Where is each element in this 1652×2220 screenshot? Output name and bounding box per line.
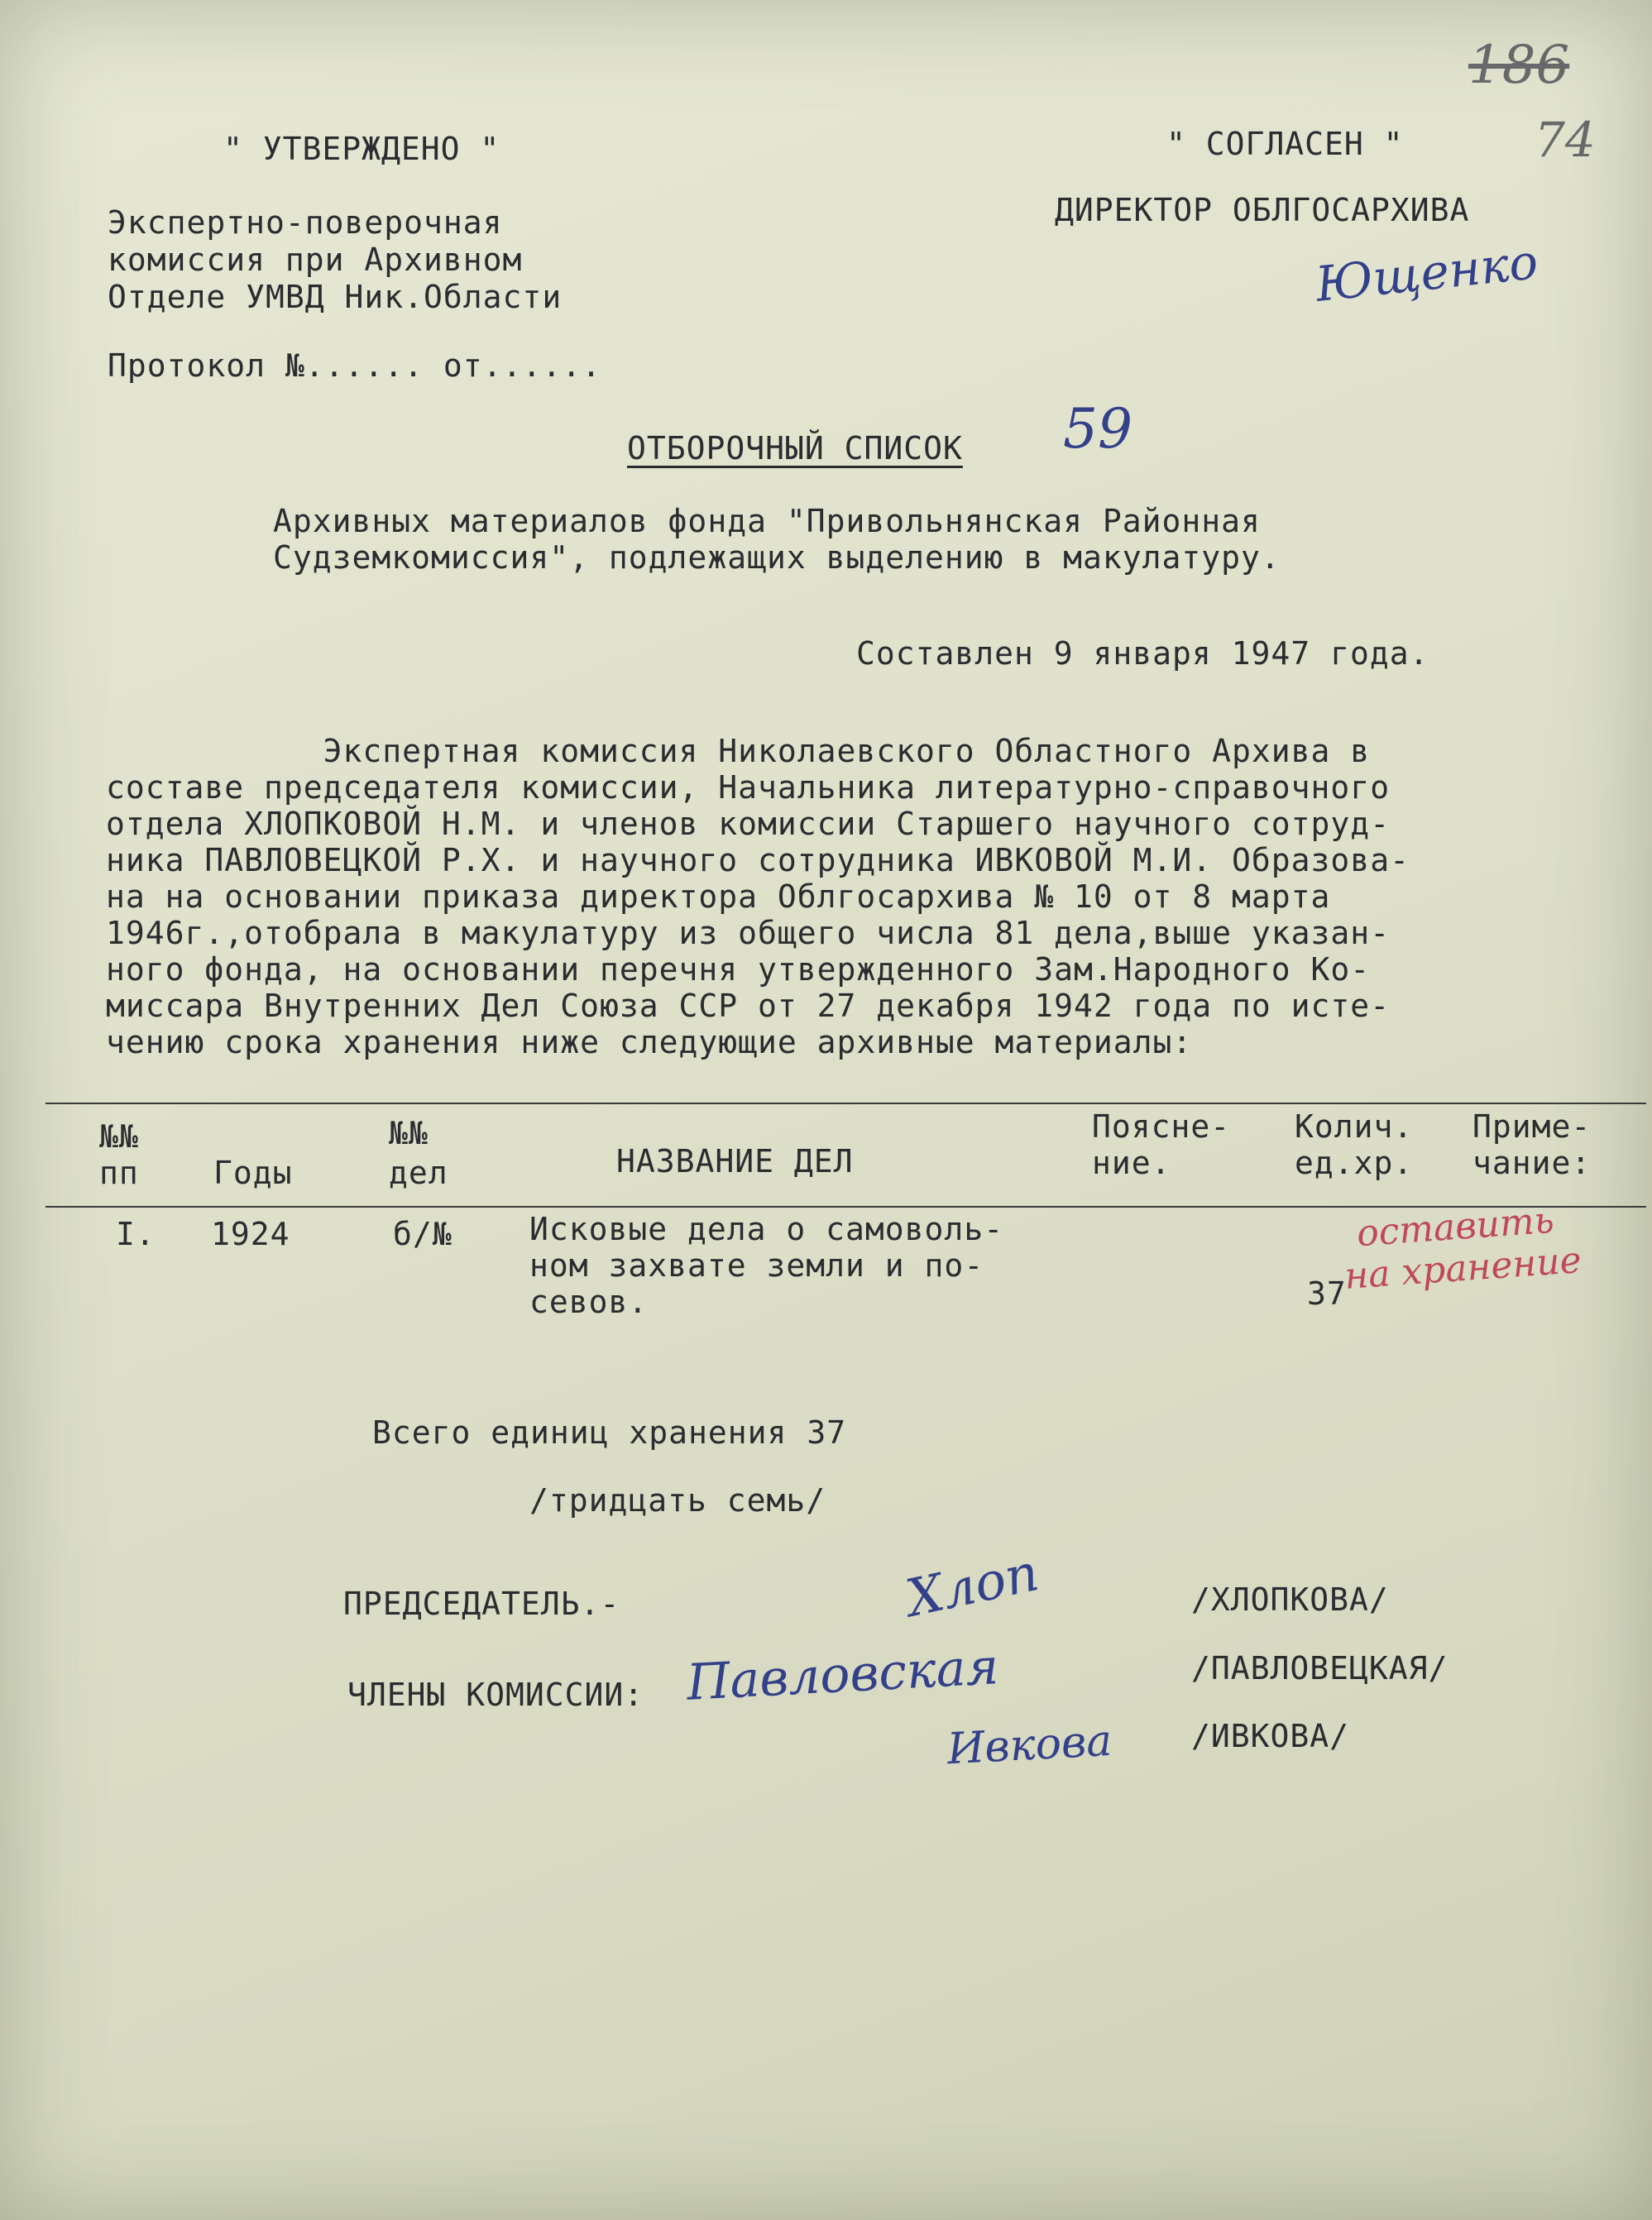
row-remark-line-2: на хранение: [1343, 1239, 1583, 1298]
subtitle-line-1: Архивных материалов фонда "Привольнянская Районная: [273, 503, 1261, 539]
sheet-number: 74: [1535, 112, 1596, 168]
member-name-2: /ИВКОВА/: [1191, 1718, 1350, 1754]
members-label: ЧЛЕНЫ КОМИССИИ:: [347, 1677, 644, 1713]
director-title: ДИРЕКТОР ОБЛГОСАРХИВА: [1055, 192, 1470, 228]
member-name-1: /ПАВЛОВЕЦКАЯ/: [1191, 1650, 1448, 1687]
row-num: I.: [116, 1216, 156, 1252]
total-units-words: /тридцать семь/: [529, 1482, 826, 1519]
row-qty: 37: [1307, 1275, 1347, 1312]
col-header-years: Годы: [213, 1155, 293, 1191]
agreed-stamp: " СОГЛАСЕН ": [1166, 126, 1404, 162]
row-title-line-1: Исковые дела о самоволь-: [529, 1211, 1004, 1247]
table-top-rule: [45, 1103, 1646, 1104]
col-header-qty-2: ед.хр.: [1295, 1145, 1414, 1181]
table-header-rule: [45, 1206, 1646, 1208]
corner-number: 186: [1468, 35, 1570, 96]
col-header-notes-2: ние.: [1092, 1145, 1171, 1181]
row-title-line-2: ном захвате земли и по-: [529, 1247, 984, 1284]
body-line: чению срока хранения ниже следующие архивные материалы:: [106, 1024, 1193, 1060]
chairman-label: ПРЕДСЕДАТЕЛЬ.-: [343, 1586, 620, 1622]
col-header-remark-1: Приме-: [1472, 1108, 1592, 1145]
chairman-signature: Хлоп: [901, 1542, 1044, 1629]
chairman-name: /ХЛОПКОВА/: [1191, 1581, 1389, 1618]
body-line: Экспертная комиссия Николаевского Областного Архива в: [106, 733, 1371, 769]
row-remark-line-1: оставить: [1355, 1199, 1556, 1256]
col-header-case-1: №№: [389, 1115, 429, 1151]
col-header-title: НАЗВАНИЕ ДЕЛ: [616, 1143, 854, 1179]
col-header-case-2: дел: [389, 1155, 448, 1191]
body-line: 1946г.,отобрала в макулатуру из общего числа 81 дела,выше указан-: [106, 915, 1391, 951]
total-units: Всего единиц хранения 37: [372, 1414, 847, 1451]
row-year: 1924: [211, 1216, 290, 1252]
document-title: ОТБОРОЧНЫЙ СПИСОК: [627, 430, 963, 466]
member-signature-1: Павловская: [685, 1638, 1000, 1712]
approval-org-line-1: Экспертно-поверочная: [108, 204, 503, 241]
body-line: ника ПАВЛОВЕЦКОЙ Р.Х. и научного сотрудника ИВКОВОЙ М.И. Образова-: [106, 842, 1410, 878]
body-line: миссара Внутренних Дел Союза ССР от 27 декабря 1942 года по исте-: [106, 988, 1391, 1024]
approved-stamp: " УТВЕРЖДЕНО ": [223, 131, 500, 167]
approval-org-line-2: комиссия при Архивном: [108, 242, 523, 278]
body-line: отдела ХЛОПКОВОЙ Н.М. и членов комиссии Старшего научного сотруд-: [106, 806, 1391, 842]
row-case-no: б/№: [393, 1216, 453, 1252]
director-signature: Ющенко: [1313, 233, 1541, 313]
member-signature-2: Ивкова: [946, 1715, 1113, 1775]
body-line: на на основании приказа директора Облгосархива № 10 от 8 марта: [106, 878, 1331, 915]
body-line: ного фонда, на основании перечня утвержденного Зам.Народного Ко-: [106, 951, 1371, 988]
col-header-qty-1: Колич.: [1295, 1108, 1414, 1145]
list-number: 59: [1063, 397, 1132, 461]
protocol-line: Протокол №...... от......: [108, 347, 601, 384]
compiled-date: Составлен 9 января 1947 года.: [856, 635, 1429, 672]
row-title-line-3: севов.: [529, 1284, 649, 1320]
subtitle-line-2: Судземкомиссия", подлежащих выделению в макулатуру.: [273, 539, 1281, 576]
body-line: составе председателя комиссии, Начальника литературно-справочного: [106, 769, 1391, 806]
col-header-remark-2: чание:: [1472, 1145, 1592, 1181]
approval-org-line-3: Отделе УМВД Ник.Области: [108, 279, 563, 315]
col-header-num-1: №№: [99, 1118, 139, 1155]
col-header-num-2: пп: [99, 1155, 139, 1191]
col-header-notes-1: Поясне-: [1092, 1108, 1231, 1145]
